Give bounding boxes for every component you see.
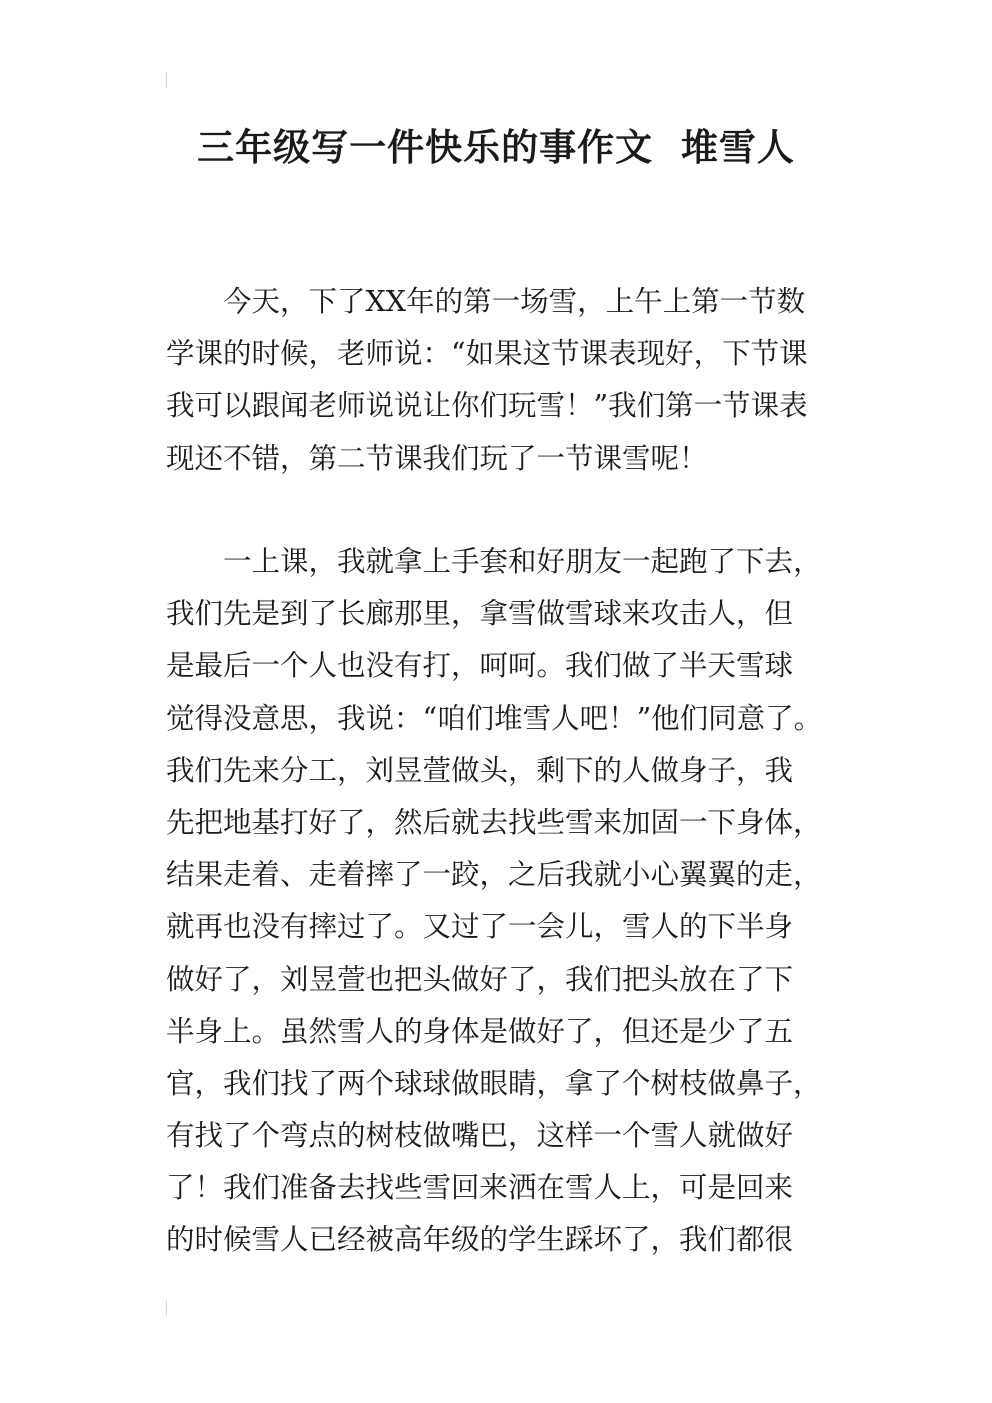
paragraph-line: 觉得没意思，我说：“咱们堆雪人吧！”他们同意了。: [166, 701, 823, 735]
paragraph-line: 我可以跟闻老师说说让你们玩雪！”我们第一节课表: [166, 389, 808, 423]
paragraph-line: 做好了，刘昱萱也把头做好了，我们把头放在了下: [166, 962, 794, 996]
paragraph-line: 就再也没有摔过了。又过了一会儿，雪人的下半身: [166, 910, 794, 944]
paragraph-line: 是最后一个人也没有打，呵呵。我们做了半天雪球: [166, 649, 794, 683]
paragraph-line: 官，我们找了两个球球做眼睛，拿了个树枝做鼻子，: [166, 1066, 822, 1100]
paragraph-2: [166, 536, 842, 1267]
paragraph-line: 我们先来分工，刘昱萱做头，剩下的人做身子，我: [166, 753, 794, 787]
page-corner-mark-bottom: [166, 1300, 167, 1316]
paragraph-line: 现还不错，第二节课我们玩了一节课雪呢！: [166, 441, 708, 475]
paragraph-line: 今天，下了XX年的第一场雪，上午上第一节数: [166, 285, 806, 318]
paragraph-line: 结果走着、走着摔了一跤，之后我就小心翼翼的走，: [166, 858, 822, 892]
page-corner-mark-top: [166, 72, 167, 88]
paragraph-1: [166, 276, 842, 485]
paragraph-line: 学课的时候，老师说：“如果这节课表现好，下节课: [166, 337, 808, 371]
paragraph-line: 的时候雪人已经被高年级的学生踩坏了，我们都很: [166, 1223, 794, 1257]
document-title: 三年级写一件快乐的事作文 堆雪人: [197, 126, 795, 169]
paragraph-line: 我们先是到了长廊那里，拿雪做雪球来攻击人，但: [166, 597, 794, 631]
paragraph-line: 有找了个弯点的树枝做嘴巴，这样一个雪人就做好: [166, 1119, 794, 1153]
paragraph-line: 了！我们准备去找些雪回来洒在雪人上，可是回来: [166, 1171, 794, 1205]
paragraph-line: 一上课，我就拿上手套和好朋友一起跑了下去，: [166, 545, 822, 578]
paragraph-line: 先把地基打好了，然后就去找些雪来加固一下身体，: [166, 805, 822, 839]
paragraph-line: 半身上。虽然雪人的身体是做好了，但还是少了五: [166, 1014, 794, 1048]
